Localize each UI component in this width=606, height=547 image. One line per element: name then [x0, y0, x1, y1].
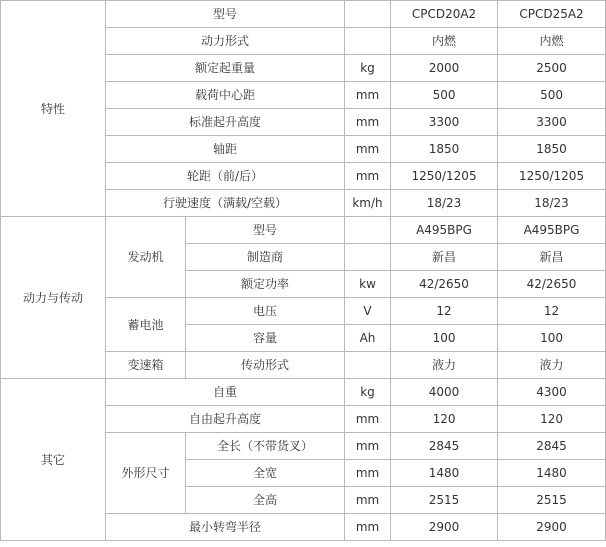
row-value-a: 1250/1205: [391, 163, 498, 190]
row-unit: mm: [345, 406, 391, 433]
subgroup-battery: 蓄电池: [106, 298, 186, 352]
row-label: 电压: [186, 298, 345, 325]
row-unit: mm: [345, 460, 391, 487]
row-value-b: A495BPG: [498, 217, 606, 244]
row-label: 行驶速度（满载/空载）: [106, 190, 345, 217]
row-value-b: 2845: [498, 433, 606, 460]
row-label: 额定功率: [186, 271, 345, 298]
row-unit: V: [345, 298, 391, 325]
row-unit: mm: [345, 109, 391, 136]
table-row: [1, 379, 606, 406]
row-label: 轴距: [106, 136, 345, 163]
row-value-b: 液力: [498, 352, 606, 379]
row-label: 制造商: [186, 244, 345, 271]
group-other: 其它: [1, 379, 106, 541]
row-label: 自重: [106, 379, 345, 406]
row-unit: mm: [345, 136, 391, 163]
table-row: [1, 217, 606, 244]
row-value-a: 2845: [391, 433, 498, 460]
row-value-a: 新昌: [391, 244, 498, 271]
row-unit: kw: [345, 271, 391, 298]
row-value-b: 2500: [498, 55, 606, 82]
group-power: 动力与传动: [1, 217, 106, 379]
row-value-a: 液力: [391, 352, 498, 379]
row-value-b: 新昌: [498, 244, 606, 271]
row-unit: Ah: [345, 325, 391, 352]
row-value-b: 500: [498, 82, 606, 109]
row-value-b: 100: [498, 325, 606, 352]
row-unit: mm: [345, 163, 391, 190]
row-value-a: 1480: [391, 460, 498, 487]
row-label: 最小转弯半径: [106, 514, 345, 541]
row-value-a: 12: [391, 298, 498, 325]
row-value-a: 42/2650: [391, 271, 498, 298]
row-value-a: 4000: [391, 379, 498, 406]
row-label: 标准起升高度: [106, 109, 345, 136]
group-characteristics: 特性: [1, 1, 106, 217]
row-label: 容量: [186, 325, 345, 352]
row-unit: [345, 217, 391, 244]
row-unit: mm: [345, 487, 391, 514]
subgroup-dimensions: 外形尺寸: [106, 433, 186, 514]
row-value-a: 18/23: [391, 190, 498, 217]
header-label: 型号: [106, 1, 345, 28]
row-label: 传动形式: [186, 352, 345, 379]
row-unit: mm: [345, 82, 391, 109]
row-value-b: 4300: [498, 379, 606, 406]
row-value-a: 100: [391, 325, 498, 352]
row-value-b: 3300: [498, 109, 606, 136]
subgroup-engine: 发动机: [106, 217, 186, 298]
row-unit: [345, 352, 391, 379]
row-value-a: 3300: [391, 109, 498, 136]
row-value-a: 1850: [391, 136, 498, 163]
row-value-a: A495BPG: [391, 217, 498, 244]
row-value-b: 42/2650: [498, 271, 606, 298]
row-value-b: 2515: [498, 487, 606, 514]
row-value-b: 1850: [498, 136, 606, 163]
row-value-b: 1480: [498, 460, 606, 487]
row-value-a: 2000: [391, 55, 498, 82]
row-unit: [345, 244, 391, 271]
row-label: 载荷中心距: [106, 82, 345, 109]
row-label: 型号: [186, 217, 345, 244]
row-value-b: 12: [498, 298, 606, 325]
row-value-b: 1250/1205: [498, 163, 606, 190]
row-value-b: 18/23: [498, 190, 606, 217]
row-label: 全高: [186, 487, 345, 514]
row-value-a: 500: [391, 82, 498, 109]
row-unit: kg: [345, 379, 391, 406]
row-value-a: 2900: [391, 514, 498, 541]
row-unit: mm: [345, 514, 391, 541]
row-value-a: 120: [391, 406, 498, 433]
table-row: [1, 1, 606, 28]
row-unit: mm: [345, 433, 391, 460]
row-label: 轮距（前/后）: [106, 163, 345, 190]
row-unit: km/h: [345, 190, 391, 217]
row-unit: [345, 28, 391, 55]
row-value-a: 2515: [391, 487, 498, 514]
row-value-a: 内燃: [391, 28, 498, 55]
row-unit: kg: [345, 55, 391, 82]
row-value-b: 内燃: [498, 28, 606, 55]
subgroup-gearbox: 变速箱: [106, 352, 186, 379]
row-label: 动力形式: [106, 28, 345, 55]
header-unit: [345, 1, 391, 28]
row-value-b: 120: [498, 406, 606, 433]
row-label: 额定起重量: [106, 55, 345, 82]
model-a-header: CPCD20A2: [391, 1, 498, 28]
row-label: 全宽: [186, 460, 345, 487]
row-label: 自由起升高度: [106, 406, 345, 433]
model-b-header: CPCD25A2: [498, 1, 606, 28]
row-label: 全长（不带货叉）: [186, 433, 345, 460]
row-value-b: 2900: [498, 514, 606, 541]
